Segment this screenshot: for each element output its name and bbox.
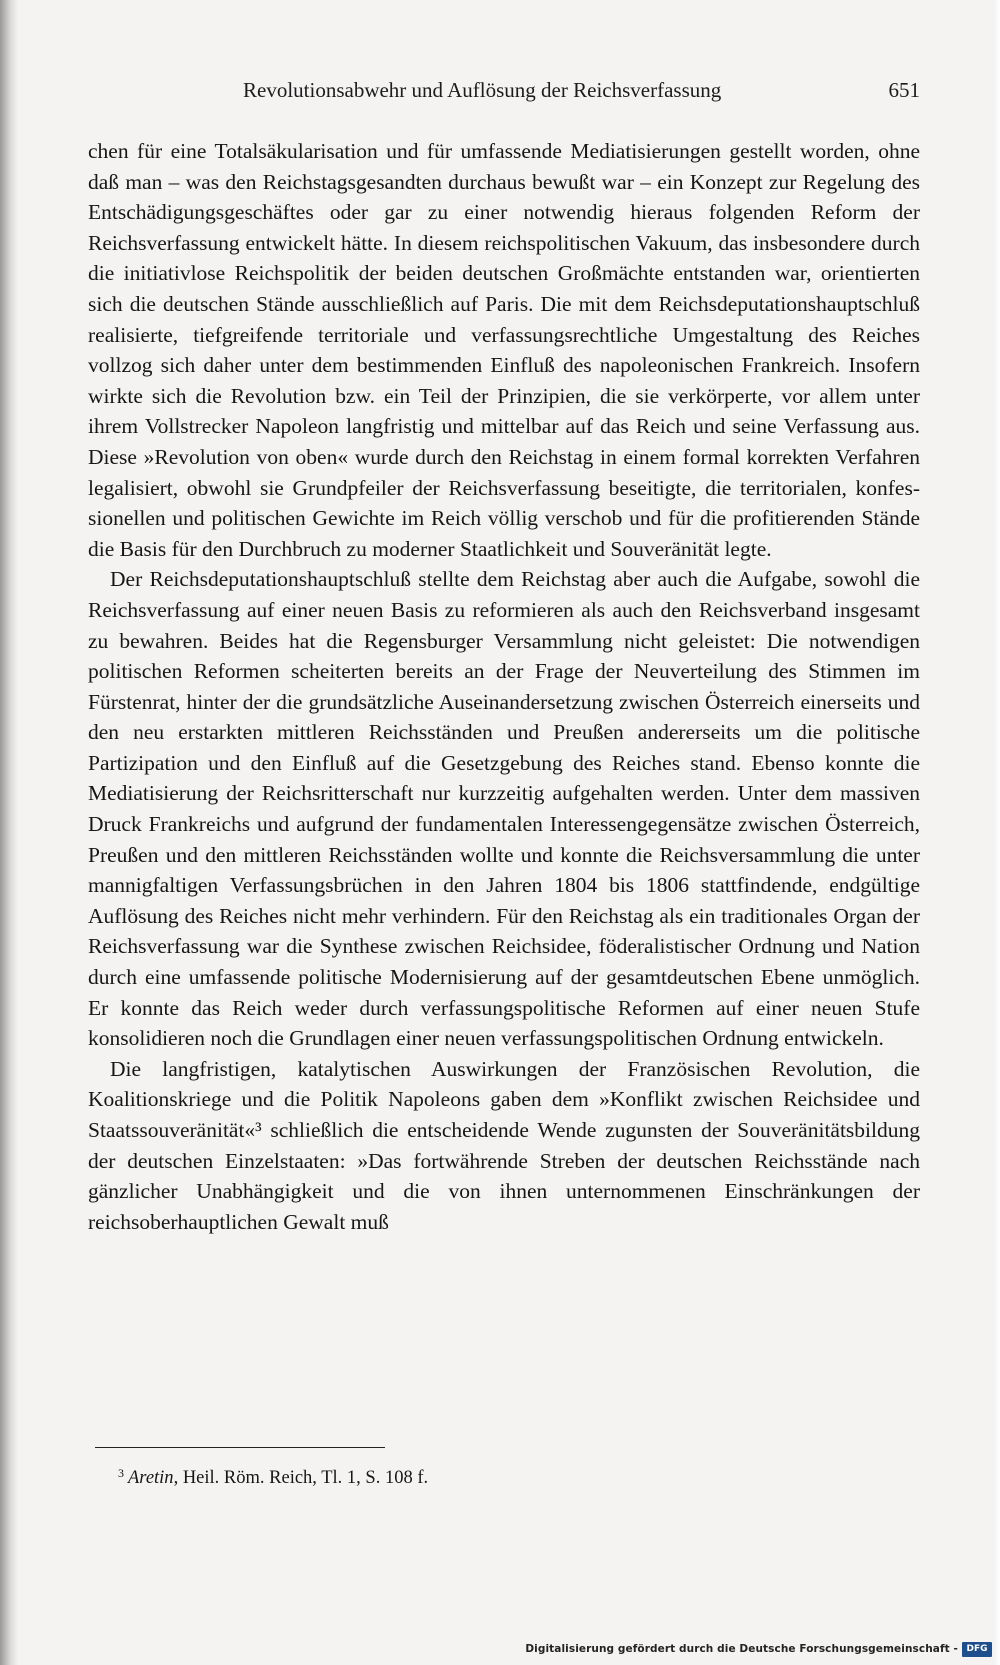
footnote [118, 1466, 918, 1489]
paragraph-2: Der Reichsdeputationshauptschluß stellte dem Reichstag aber auch die Aufgabe, sowohl die Reichsverfassung auf einer neuen Basis zu reformieren als auch den Reichsverband insgesamt zu bewahren. Beides hat die Regensburger Versammlung nicht geleistet: Die notwendigen politischen Reformen scheiterten bereits an der Frage der Neuverteilung des Stimmen im Fürstenrat, hinter der die grundsätzliche Auseinandersetzung zwischen Österreich einerseits und den neu erstarkten mittleren Reichsständen und Preußen andererseits um die politische Partizipation und den Einfluß auf die Gesetzgebung des Reiches stand. Ebenso konnte die Mediatisierung der Reichsritterschaft nur kurzzeitig aufgehalten werden. Unter dem massiven Druck Frankreichs und aufgrund der fundamentalen Interessengegensätze zwischen Österreich, Preußen und den mittleren Reichsständen wollte und konnte die Reichsversammlung die unter mannigfaltigen Verfassungsbrüchen in den Jahren 1804 bis 1806 stattfindende, endgültige Auflösung des Reiches nicht mehr verhindern. Für den Reichstag als ein traditionales Organ der Reichsverfassung war die Synthese zwischen Reichsidee, föderalistischer Ordnung und Nation durch eine umfassende politische Modernisierung auf der gesamtdeutschen Ebene unmöglich. Er konnte das Reich weder durch verfassungspolitische Reformen auf einer neuen Stufe konsolidieren noch die Grundlagen einer neuen verfassungspolitischen Ordnung entwickeln. [88, 567, 920, 1051]
digitization-notice [525, 1639, 992, 1659]
binding-shadow [0, 0, 18, 1665]
dfg-logo-icon: DFG [962, 1642, 992, 1657]
page-number: 651 [888, 78, 920, 102]
body-text [88, 136, 920, 1237]
running-title: Revolutionsabwehr und Auflösung der Reichsverfassung [243, 78, 722, 102]
footnote-divider [95, 1447, 385, 1448]
footnote-citation: , Heil. Röm. Reich, Tl. 1, S. 108 f. [173, 1468, 429, 1488]
paragraph-1: chen für eine Totalsäkularisation und für umfassende Mediatisierungen gestellt worden, ohne daß man – was den Reichstagsgesandten durchaus bewußt war – ein Konzept zur Regelung des Entschädigungsgeschäftes oder gar zu einer notwendig hieraus folgenden Reform der Reichsverfassung entwickelt hätte. In diesem reichspolitischen Vakuum, das insbesondere durch die initiativlose Reichspolitik der beiden deutschen Großmächte entstanden war, orientierten sich die deutschen Stände ausschließlich auf Paris. Die mit dem Reichsdeputationshauptschluß realisierte, tiefgreifende territoriale und verfassungsrechtliche Umgestaltung des Reiches vollzog sich daher unter dem bestimmenden Einfluß des napoleonischen Frankreich. Insofern wirkte sich die Revolution bzw. ein Teil der Prinzipien, die sie verkörperte, vor allem unter ihrem Vollstrecker Napoleon langfristig und mittelbar auf das Reich und seine Verfassung aus. Diese »Revolution von oben« wurde durch den Reichstag in einem formal korrekten Verfahren legalisiert, obwohl sie Grundpfeiler der Reichsverfassung beseitigte, die territorialen, konfessionellen und politischen Gewichte im Reich völlig verschob und für die profitierenden Stände die Basis für den Durchbruch zu moderner Staatlichkeit und Souveränität legte. [88, 139, 920, 561]
footnote-marker: 3 [118, 1466, 124, 1480]
footnote-author: Aretin [128, 1468, 174, 1488]
paragraph-3: Die langfristigen, katalytischen Auswirkungen der Französischen Revolution, die Koalitionskriege und die Politik Napoleons gaben dem »Konflikt zwischen Reichsidee und Staatssouveränität«³ schließlich die entscheidende Wende zugunsten der Souveränitätsbildung der deutschen Einzelstaaten: »Das fortwährende Streben der deutschen Reichsstände nach gänzlicher Unabhängigkeit und die von ihnen unternommenen Einschränkungen der reichsoberhauptlichen Gewalt muß [88, 1056, 920, 1234]
running-header [88, 78, 920, 108]
page-edge [994, 0, 1000, 1665]
digitization-text: Digitalisierung gefördert durch die Deutsche Forschungsgemeinschaft - [525, 1643, 958, 1655]
